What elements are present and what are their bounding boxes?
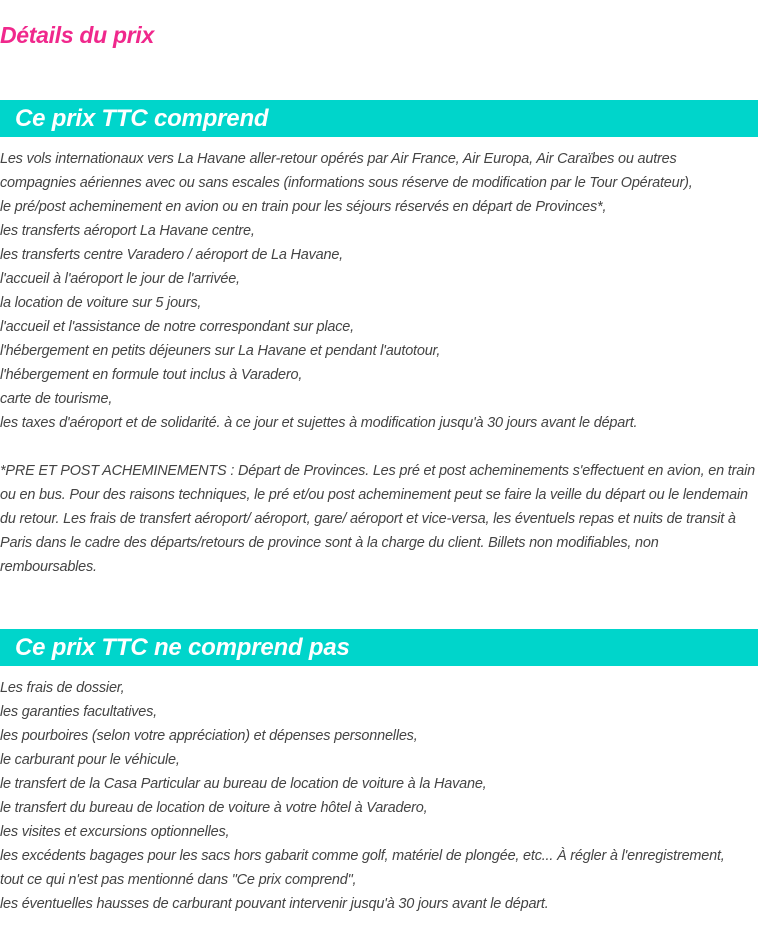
note-line: *PRE ET POST ACHEMINEMENTS : Départ de Provinces. Les pré et post acheminements s'effectuent en avion, en train	[0, 463, 755, 479]
includes-item: les transferts aéroport La Havane centre,	[0, 223, 255, 239]
includes-item: compagnies aériennes avec ou sans escales (informations sous réserve de modification par le Tour Opérateur),	[0, 175, 693, 191]
excludes-item: les garanties facultatives,	[0, 704, 158, 720]
excludes-item: les pourboires (selon votre appréciation) et dépenses personnelles,	[0, 728, 418, 744]
excludes-item: les visites et excursions optionnelles,	[0, 824, 230, 840]
page-title: Détails du prix	[0, 22, 154, 48]
note-line: ou en bus. Pour des raisons techniques, le pré et/ou post acheminement peut se faire la veille du départ ou le lendemain	[0, 487, 748, 503]
excludes-item: le carburant pour le véhicule,	[0, 752, 180, 768]
includes-item: l'hébergement en petits déjeuners sur La Havane et pendant l'autotour,	[0, 343, 441, 359]
note-line: remboursables.	[0, 559, 97, 575]
includes-list	[0, 147, 758, 435]
excludes-item: tout ce qui n'est pas mentionné dans "Ce prix comprend",	[0, 872, 357, 888]
includes-item: les taxes d'aéroport et de solidarité. à ce jour et sujettes à modification jusqu'à 30 jours avant le départ.	[0, 415, 638, 431]
excludes-item: le transfert de la Casa Particular au bureau de location de voiture à la Havane,	[0, 776, 487, 792]
excludes-item: les éventuelles hausses de carburant pouvant intervenir jusqu'à 30 jours avant le départ.	[0, 896, 549, 912]
includes-item: carte de tourisme,	[0, 391, 113, 407]
note-line: Paris dans le cadre des départs/retours de province sont à la charge du client. Billets non modifiables, non	[0, 535, 659, 551]
includes-item: l'hébergement en formule tout inclus à Varadero,	[0, 367, 303, 383]
excludes-item: Les frais de dossier,	[0, 680, 125, 696]
excludes-item: les excédents bagages pour les sacs hors gabarit comme golf, matériel de plongée, etc... À régler à l'enregistrement,	[0, 848, 725, 864]
excludes-list	[0, 676, 758, 916]
section-header-includes: Ce prix TTC comprend	[0, 100, 758, 137]
excludes-item: le transfert du bureau de location de voiture à votre hôtel à Varadero,	[0, 800, 428, 816]
includes-item: Les vols internationaux vers La Havane aller-retour opérés par Air France, Air Europa, Air Caraïbes ou autres	[0, 151, 677, 167]
includes-item: le pré/post acheminement en avion ou en train pour les séjours réservés en départ de Provinces*,	[0, 199, 607, 215]
includes-item: les transferts centre Varadero / aéroport de La Havane,	[0, 247, 344, 263]
includes-item: l'accueil à l'aéroport le jour de l'arrivée,	[0, 271, 240, 287]
note-line: du retour. Les frais de transfert aéroport/ aéroport, gare/ aéroport et vice-versa, les éventuels repas et nuits de transit à	[0, 511, 736, 527]
section-header-excludes: Ce prix TTC ne comprend pas	[0, 629, 758, 666]
acheminement-note	[0, 459, 758, 579]
includes-item: l'accueil et l'assistance de notre correspondant sur place,	[0, 319, 354, 335]
includes-item: la location de voiture sur 5 jours,	[0, 295, 202, 311]
